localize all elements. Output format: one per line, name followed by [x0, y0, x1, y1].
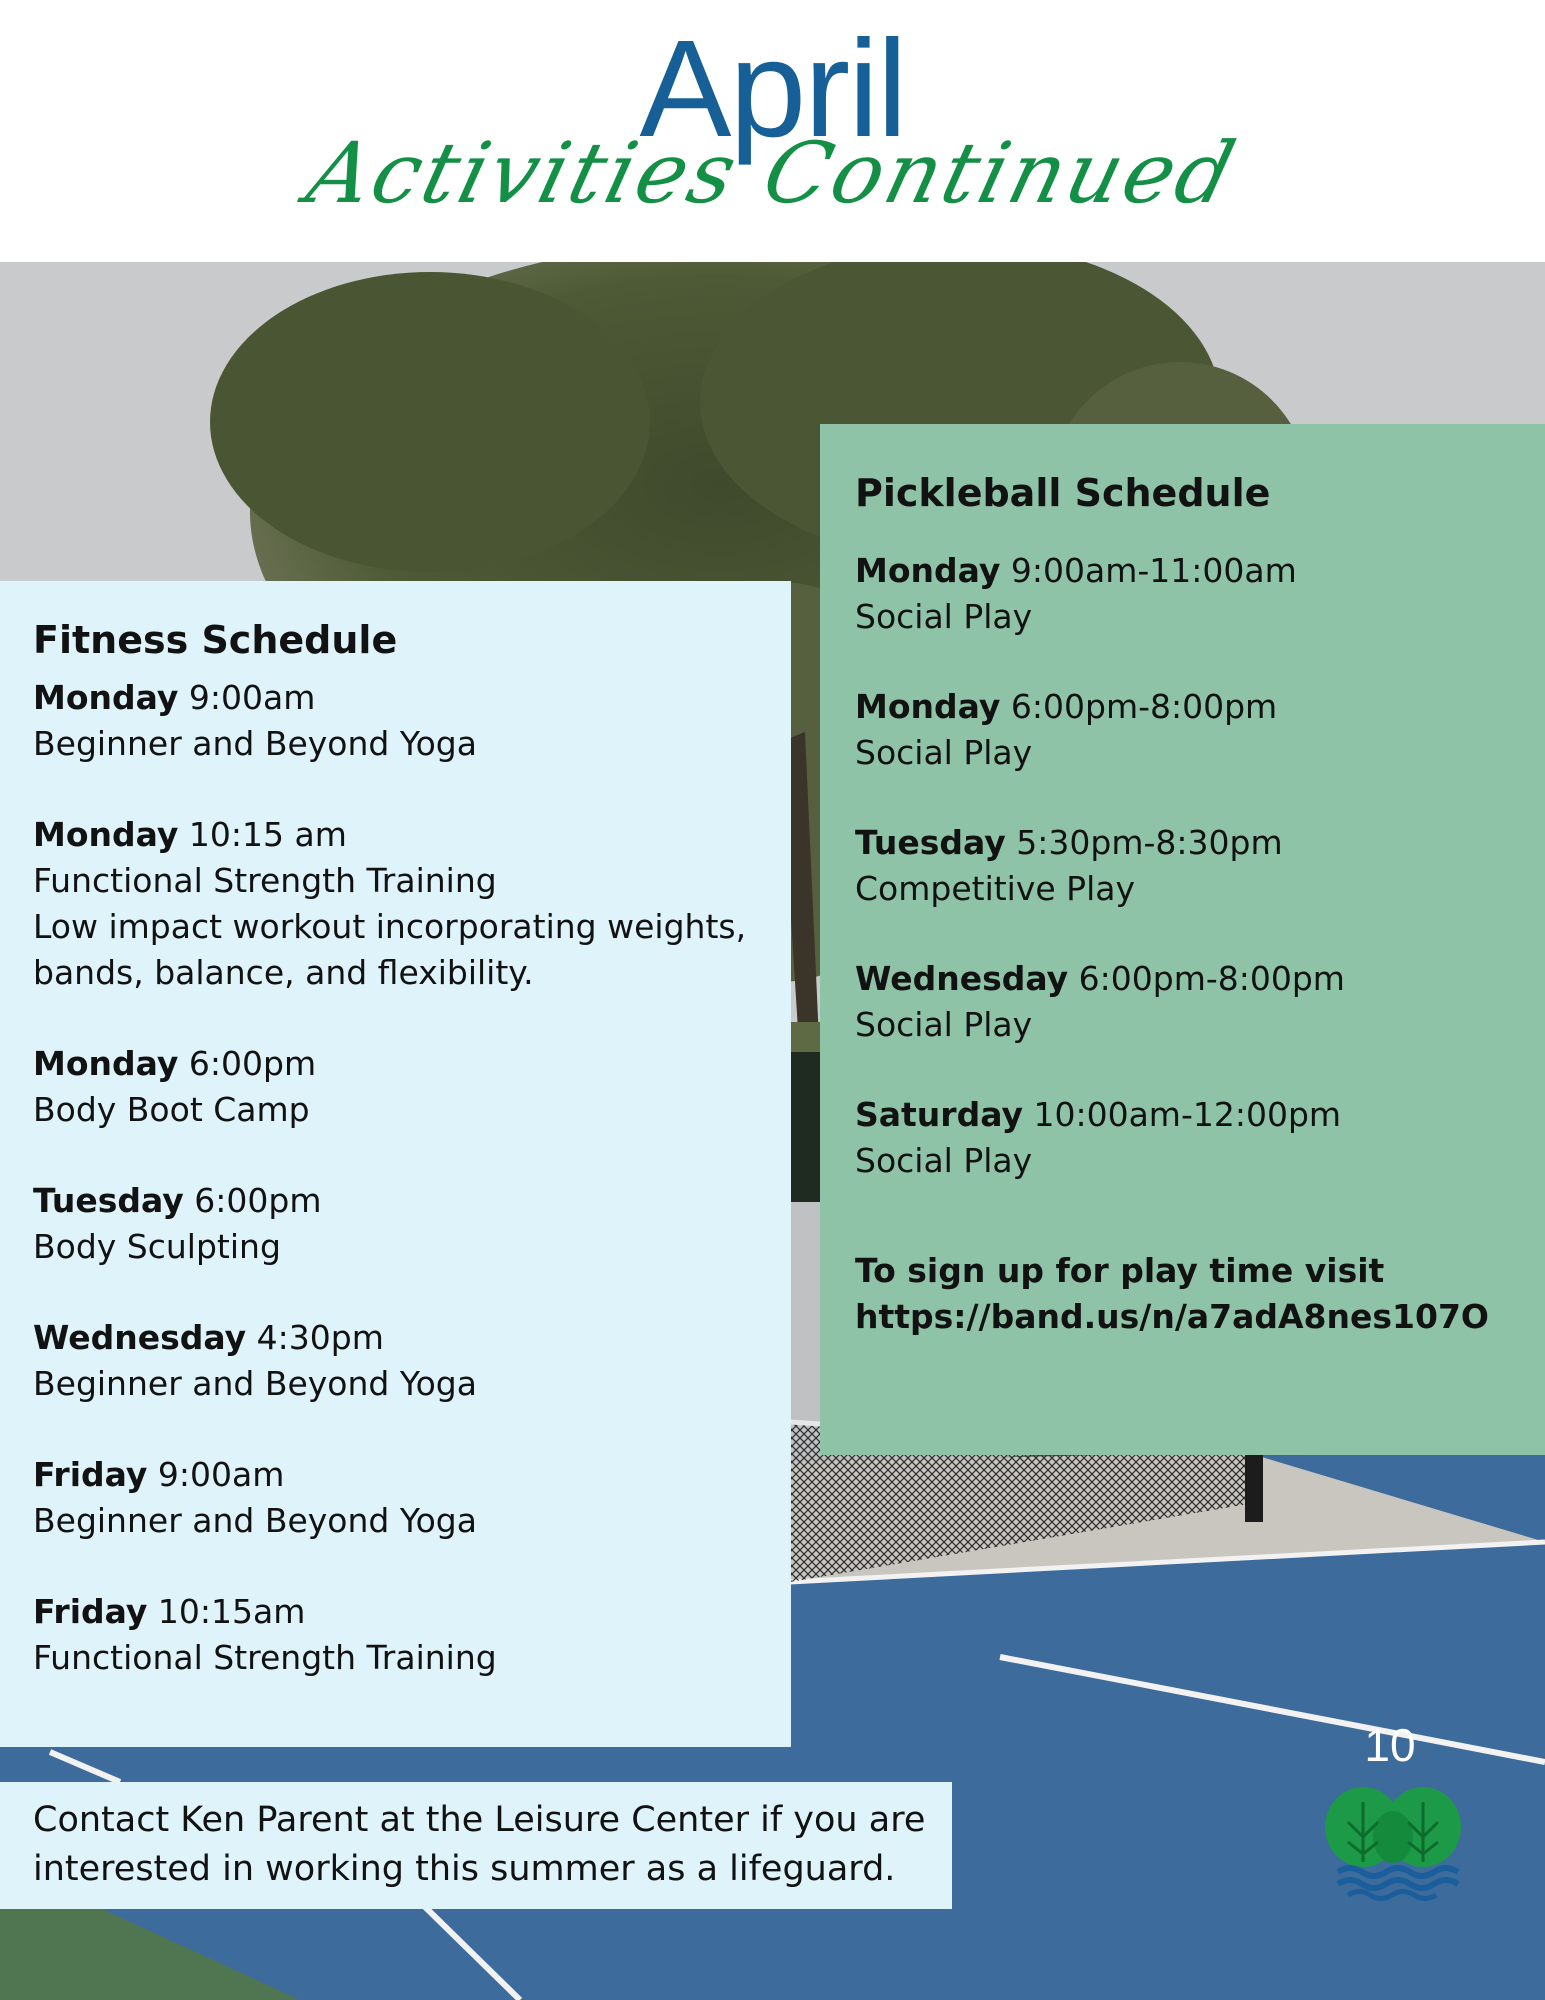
- entry-description: Low impact workout incorporating weights,: [33, 907, 747, 946]
- entry-time: 10:15am: [157, 1592, 306, 1631]
- entry-activity: Social Play: [855, 1005, 1033, 1044]
- pickleball-entry: [855, 820, 1545, 912]
- entry-time: 10:00am-12:00pm: [1033, 1095, 1342, 1134]
- entry-day: Wednesday: [33, 1318, 247, 1357]
- entry-activity: Competitive Play: [855, 869, 1135, 908]
- signup-note: [855, 1248, 1545, 1340]
- entry-day: Monday: [855, 551, 1001, 590]
- signup-link[interactable]: https://band.us/n/a7adA8nes107O: [855, 1297, 1489, 1336]
- tree-water-logo-icon: [1318, 1782, 1468, 1902]
- entry-time: 9:00am-11:00am: [1010, 551, 1297, 590]
- entry-activity: Social Play: [855, 1141, 1033, 1180]
- pickleball-entry: [855, 1092, 1545, 1184]
- page-title: April: [639, 12, 906, 166]
- pickleball-entry: [855, 956, 1545, 1048]
- entry-day: Monday: [33, 678, 179, 717]
- entry-day: Tuesday: [855, 823, 1006, 862]
- entry-day: Wednesday: [855, 959, 1069, 998]
- entry-activity: Beginner and Beyond Yoga: [33, 724, 477, 763]
- fitness-entry: [33, 675, 791, 767]
- pickleball-schedule-heading: Pickleball Schedule: [855, 471, 1271, 515]
- entry-time: 9:00am: [157, 1455, 285, 1494]
- fitness-entry: [33, 812, 791, 996]
- fitness-schedule-heading: Fitness Schedule: [33, 618, 398, 662]
- entry-time: 10:15 am: [188, 815, 347, 854]
- fitness-entry: [33, 1452, 791, 1544]
- fitness-entry: [33, 1178, 791, 1270]
- pickleball-schedule-panel: [820, 424, 1545, 1455]
- fitness-entry: [33, 1315, 791, 1407]
- entry-activity: Beginner and Beyond Yoga: [33, 1364, 477, 1403]
- contact-line-1: Contact Ken Parent at the Leisure Center if you are: [33, 1800, 926, 1840]
- entry-activity: Body Sculpting: [33, 1227, 281, 1266]
- pickleball-entry: [855, 684, 1545, 776]
- entry-activity: Social Play: [855, 597, 1033, 636]
- lifeguard-contact-note: [0, 1782, 952, 1909]
- page-subtitle: Activities Continued: [298, 124, 1247, 222]
- entry-time: 5:30pm-8:30pm: [1016, 823, 1283, 862]
- entry-activity: Social Play: [855, 733, 1033, 772]
- entry-day: Saturday: [855, 1095, 1023, 1134]
- entry-day: Friday: [33, 1455, 148, 1494]
- entry-time: 4:30pm: [256, 1318, 384, 1357]
- entry-time: 6:00pm-8:00pm: [1078, 959, 1345, 998]
- fitness-entry: [33, 1589, 791, 1681]
- entry-day: Monday: [33, 1044, 179, 1083]
- entry-day: Friday: [33, 1592, 148, 1631]
- entry-activity: Body Boot Camp: [33, 1090, 310, 1129]
- pickleball-entry: [855, 548, 1545, 640]
- entry-day: Tuesday: [33, 1181, 184, 1220]
- fitness-schedule-panel: [0, 581, 791, 1747]
- entry-description: bands, balance, and flexibility.: [33, 953, 534, 992]
- entry-activity: Functional Strength Training: [33, 1638, 497, 1677]
- fitness-entry: [33, 1041, 791, 1133]
- page-number: 10: [1364, 1719, 1416, 1771]
- page-header: [0, 0, 1545, 262]
- entry-time: 6:00pm-8:00pm: [1010, 687, 1278, 726]
- entry-day: Monday: [33, 815, 179, 854]
- entry-activity: Functional Strength Training: [33, 861, 497, 900]
- entry-activity: Beginner and Beyond Yoga: [33, 1501, 477, 1540]
- entry-day: Monday: [855, 687, 1001, 726]
- entry-time: 6:00pm: [194, 1181, 322, 1220]
- entry-time: 9:00am: [188, 678, 316, 717]
- contact-line-2: interested in working this summer as a lifeguard.: [33, 1849, 896, 1889]
- signup-text: To sign up for play time visit: [855, 1251, 1385, 1290]
- entry-time: 6:00pm: [188, 1044, 317, 1083]
